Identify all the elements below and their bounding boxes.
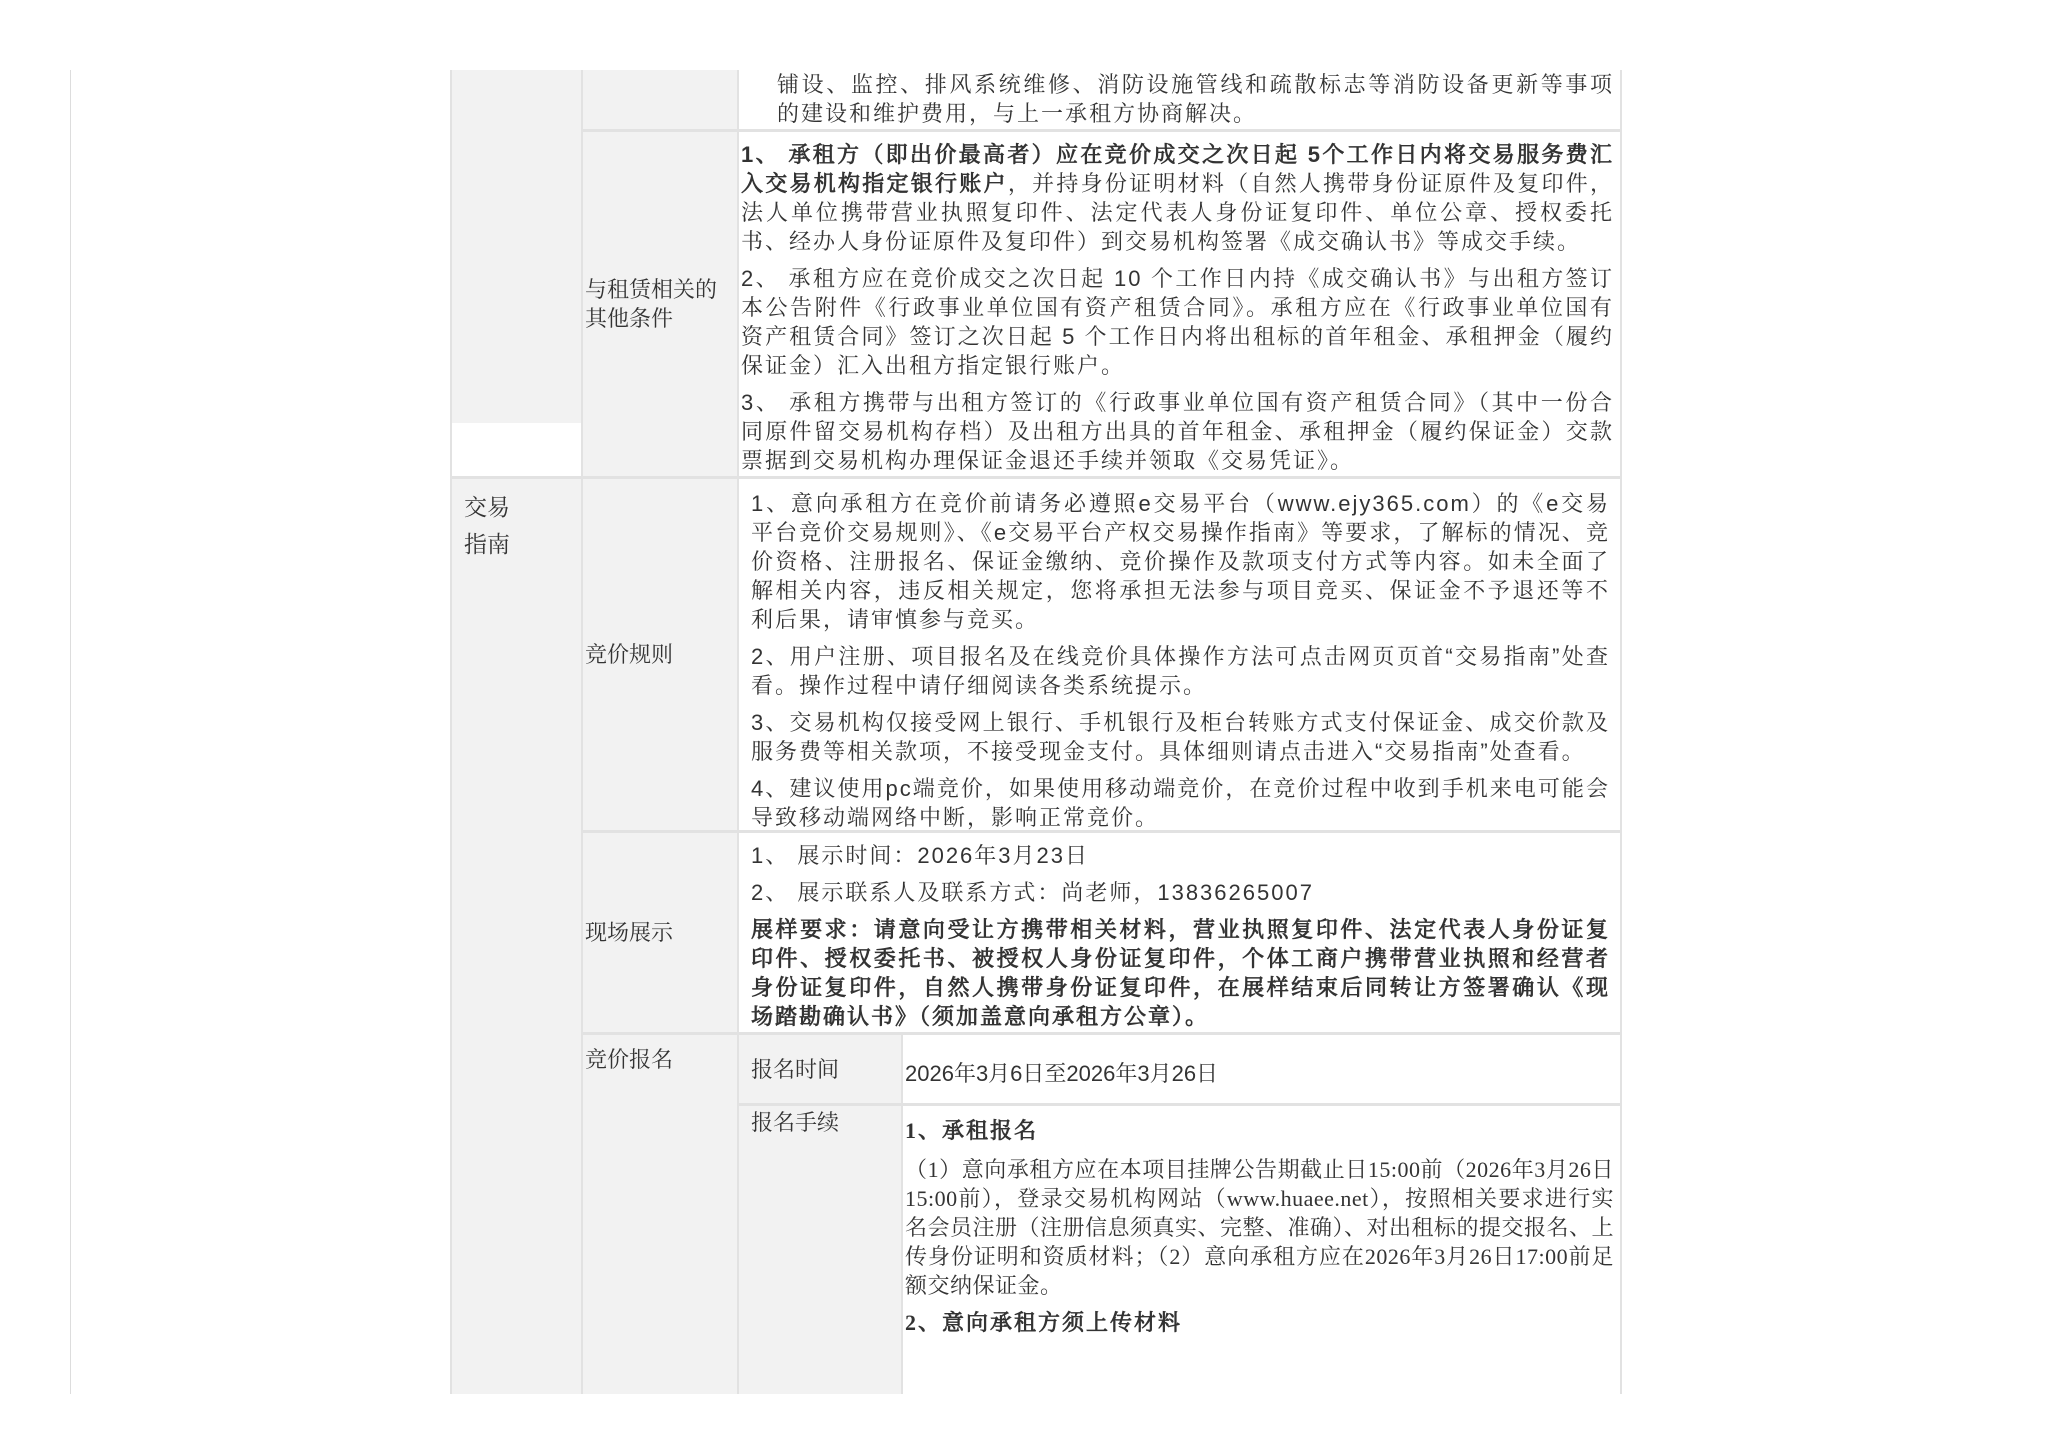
- condition-1: [741, 140, 1614, 256]
- condition-1-rest: ，并持身份证明材料（自然人携带身份证原件及复印件，法人单位携带营业执照复印件、法定代表人身份证复印件、单位公章、授权委托书、经办人身份证原件及复印件）到交易机构签署《成交确认书》等成交手续。: [741, 171, 1614, 254]
- row-label-cell: [581, 70, 737, 129]
- reg-step-2-heading: [905, 1308, 1614, 1337]
- reg-proc-label: 报名手续: [751, 1110, 840, 1135]
- row-label-showcase: [581, 830, 737, 1032]
- reg-step-1-heading: [905, 1116, 1614, 1145]
- row-label-other-conditions: [581, 129, 737, 476]
- showcase-requirement-text: 展样要求：请意向受让方携带相关材料，营业执照复印件、法定代表人身份证复印件、授权委托书、被授权人身份证复印件，个体工商户携带营业执照和经营者身份证复印件，自然人携带身份证复印件，在展样结束后同转让方签署确认《现场踏勘确认书》（须加盖意向承租方公章）。: [751, 917, 1610, 1029]
- section-label-cell-blank: [450, 423, 581, 476]
- condition-1-bold: 1、 承租方（即出价最高者）应在竞价成交之次日起 5个工作日内将交易服务费汇入交易机构指定银行账户: [741, 142, 1614, 196]
- showcase-contact: 2、 展示联系人及联系方式：尚老师，13836265007: [751, 880, 1314, 905]
- row-label-bid-rules: [581, 476, 737, 830]
- showcase-time: 1、 展示时间：2026年3月23日: [751, 843, 1089, 868]
- section-label-trade-guide: [450, 476, 581, 1394]
- continued-text: 铺设、监控、排风系统维修、消防设施管线和疏散标志等消防设备更新等事项的建设和维护费用，与上一承租方协商解决。: [777, 72, 1614, 126]
- reg-step-1-text: （1）意向承租方应在本项目挂牌公告期截止日15:00前（2026年3月26日15:00前），登录交易机构网站（www.huaee.net），按照相关要求进行实名会员注册（注册信息须真实、完整、准确）、对出租标的提交报名、上传身份证明和资质材料；（2）意向承租方应在2026年3月26日17:00前足额交纳保证金。: [905, 1157, 1615, 1298]
- row-label: 与租赁相关的其他条件: [585, 277, 718, 331]
- reg-time-label: 报名时间: [751, 1056, 840, 1082]
- reg-step-1-heading-text: 1、承租报名: [905, 1118, 1039, 1143]
- bid-rule-item: 2、用户注册、项目报名及在线竞价具体操作方法可点击网页页首“交易指南”处查看。操作过程中请仔细阅读各类系统提示。: [751, 644, 1610, 698]
- row-content-bid-rules: [737, 476, 1622, 830]
- reg-time-label-cell: [737, 1032, 901, 1103]
- section-label-cell-top: [450, 70, 581, 423]
- bid-rule-item: 4、建议使用pc端竞价，如果使用移动端竞价，在竞价过程中收到手机来电可能会导致移动端网络中断，影响正常竞价。: [751, 776, 1610, 830]
- page-left-rule: [70, 70, 71, 1394]
- reg-time-value: 2026年3月6日至2026年3月26日: [905, 1060, 1219, 1086]
- reg-proc-label-cell: [737, 1103, 901, 1394]
- row-label: 竞价规则: [585, 642, 674, 667]
- reg-time-value-cell: [901, 1032, 1622, 1103]
- section-title: 交易指南: [464, 494, 510, 557]
- reg-proc-content-cell: [901, 1103, 1622, 1394]
- row-content-continued: [737, 70, 1622, 129]
- row-content-other-conditions: [737, 129, 1622, 476]
- row-content-showcase: [737, 830, 1622, 1032]
- condition-3: 3、 承租方携带与出租方签订的《行政事业单位国有资产租赁合同》（其中一份合同原件留交易机构存档）及出租方出具的首年租金、承租押金（履约保证金）交款票据到交易机构办理保证金退还手续并领取《交易凭证》。: [741, 390, 1614, 473]
- row-label: 竞价报名: [585, 1047, 674, 1072]
- row-label-registration: [581, 1032, 737, 1394]
- bid-rule-item: 1、意向承租方在竞价前请务必遵照e交易平台（www.ejy365.com）的《e交易平台竞价交易规则》、《e交易平台产权交易操作指南》等要求，了解标的情况、竞价资格、注册报名、保证金缴纳、竞价操作及款项支付方式等内容。如未全面了解相关内容，违反相关规定，您将承担无法参与项目竞买、保证金不予退还等不利后果，请审慎参与竞买。: [751, 491, 1610, 632]
- condition-2: 2、 承租方应在竞价成交之次日起 10 个工作日内持《成交确认书》与出租方签订本公告附件《行政事业单位国有资产租赁合同》。承租方应在《行政事业单位国有资产租赁合同》签订之次日起 5 个工作日内将出租标的首年租金、承租押金（履约保证金）汇入出租方指定银行账户。: [741, 266, 1614, 378]
- reg-step-2-heading-text: 2、意向承租方须上传材料: [905, 1310, 1183, 1335]
- bid-rule-item: 3、交易机构仅接受网上银行、手机银行及柜台转账方式支付保证金、成交价款及服务费等相关款项，不接受现金支付。具体细则请点击进入“交易指南”处查看。: [751, 710, 1610, 764]
- row-label: 现场展示: [585, 920, 674, 945]
- showcase-requirement: [751, 915, 1610, 1031]
